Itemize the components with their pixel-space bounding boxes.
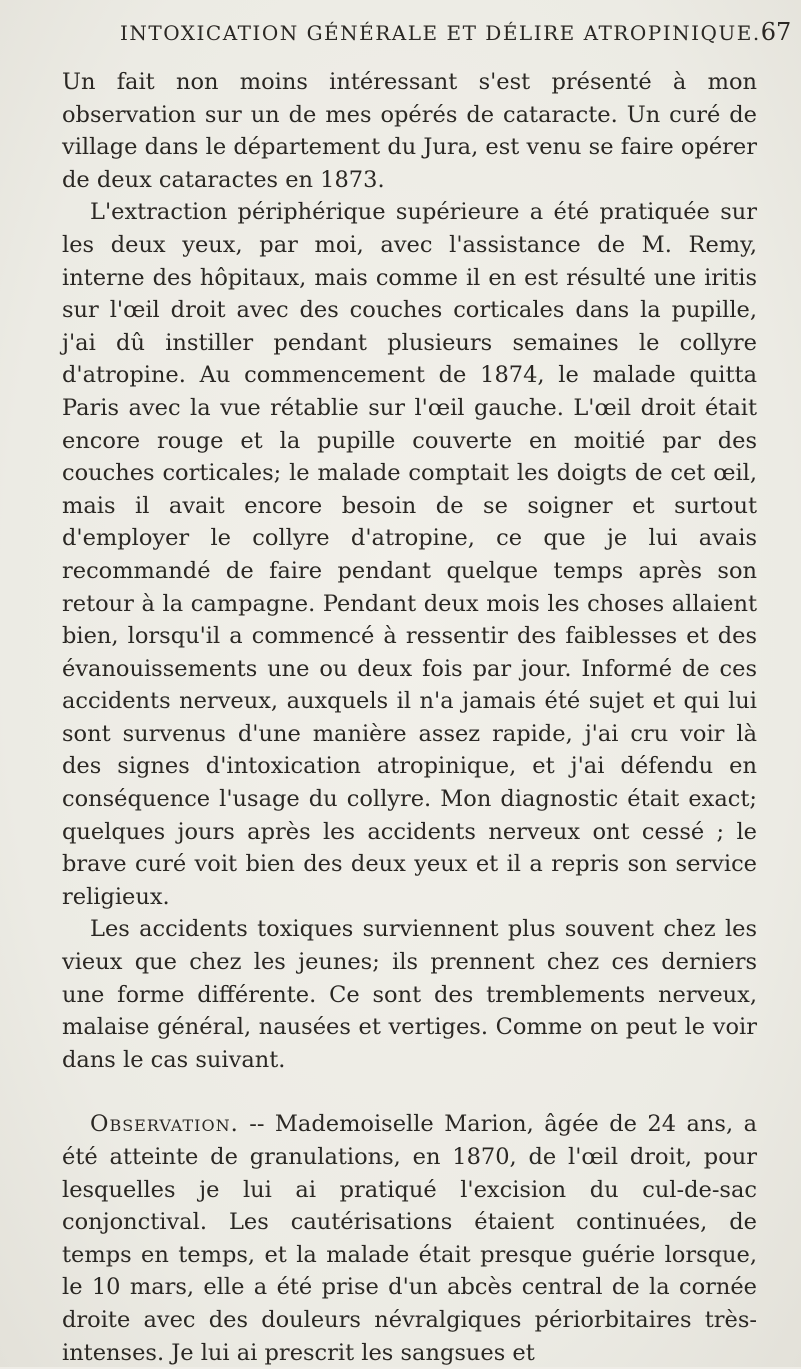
paragraph-cataract-case-intro: Un fait non moins intéressant s'est présenté à mon observation sur un de mes opérés de cataracte. Un curé de village dans le département du Jura, est venu se faire opérer de deux cataractes en 1873. xyxy=(62,69,757,193)
observation-label: Observation. xyxy=(90,1111,239,1138)
paragraph-extraction: L'extraction périphérique supérieure a été pratiquée sur les deux yeux, par moi, avec l'assistance de M. Remy, interne des hôpitaux, mais comme il en est résulté une iritis sur l'œil droit avec des couches corticales dans la pupille, j'ai dû instiller pendant plusieurs semaines le collyre d'atropine. Au commencement de 1874, le malade quitta Paris avec la vue rétablie sur l'œil gauche. L'œil droit était encore rouge et la pupille couverte en moitié par des couches corticales; le malade comptait les doigts de cet œil, mais il avait encore besoin de se soigner et surtout d'employer le collyre d'atropine, ce que je lui avais recommandé de faire pendant quelque temps après son retour à la campagne. Pendant deux mois les choses allaient bien, lorsqu'il a commencé à ressentir des faiblesses et des évanouissements une ou deux fois par jour. Informé de ces accidents nerveux, auxquels il n'a jamais été sujet et qui lui sont survenus d'une manière assez rapide, j'ai cru voir là des signes d'intoxication atropinique, et j'ai défendu en conséquence l'usage du collyre. Mon diagnostic était exact; quelques jours après les accidents nerveux ont cessé ; le brave curé voit bien des deux yeux et il a repris son service religieux. xyxy=(62,199,757,910)
running-head: INTOXICATION GÉNÉRALE ET DÉLIRE ATROPINIQUE. xyxy=(120,21,761,45)
page-number: 67 xyxy=(760,18,792,46)
paragraph-toxic-accidents: Les accidents toxiques surviennent plus souvent chez les vieux que chez les jeunes; ils prennent chez ces derniers une forme différente. Ce sont des tremblements nerveux, malaise général, nausées et vertiges. Comme on peut le voir dans le cas suivant. xyxy=(62,916,757,1073)
body-text xyxy=(62,66,757,1369)
paragraph-observation xyxy=(62,1108,757,1369)
observation-text: -- Mademoiselle Marion, âgée de 24 ans, a été atteinte de granulations, en 1870, de l'œil droit, pour lesquelles je lui ai pratiqué l'excision du cul-de-sac conjonctival. Les cautérisations étaient continuées, de temps en temps, et la malade était presque guérie lorsque, le 10 mars, elle a été prise d'un abcès central de la cornée droite avec des douleurs névralgiques périorbitaires très-intenses. Je lui ai prescrit les sangsues et xyxy=(62,1111,757,1366)
page-header xyxy=(120,18,792,46)
